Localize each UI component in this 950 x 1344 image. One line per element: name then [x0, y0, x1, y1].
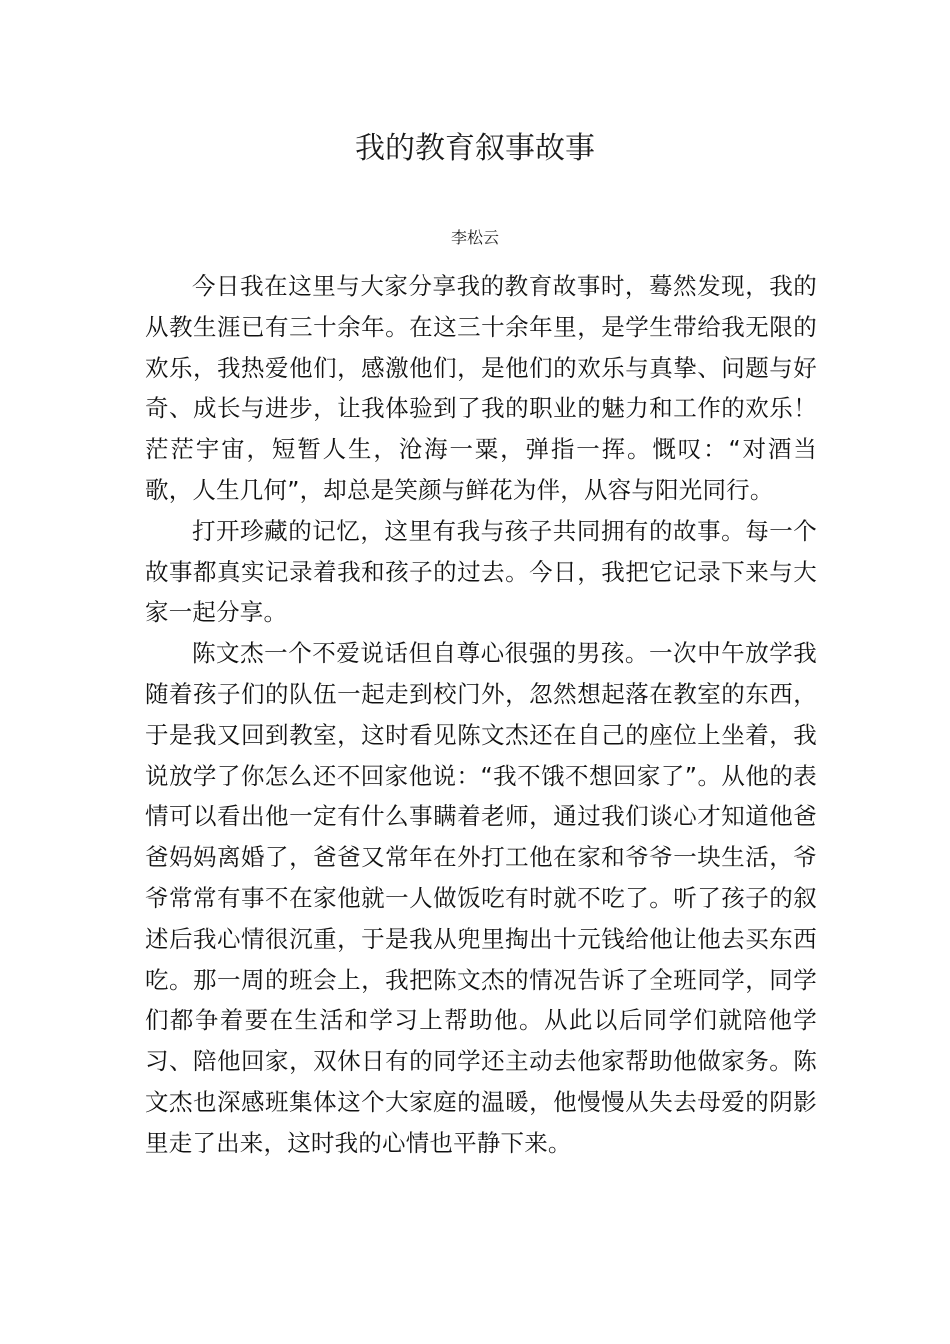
document-body	[145, 266, 817, 1164]
document-title: 我的教育叙事故事	[355, 131, 595, 166]
document-author: 李松云	[450, 228, 499, 247]
body-paragraph: 打开珍藏的记忆，这里有我与孩子共同拥有的故事。每一个故事都真实记录着我和孩子的过去。今日，我把它记录下来与大家一起分享。	[145, 516, 817, 627]
body-paragraph: 今日我在这里与大家分享我的教育故事时，蓦然发现，我的从教生涯已有三十余年。在这三十余年里，是学生带给我无限的欢乐，我热爱他们，感激他们，是他们的欢乐与真挚、问题与好奇、成长与进步，让我体验到了我的职业的魅力和工作的欢乐！茫茫宇宙，短暂人生，沧海一粟，弹指一挥。慨叹：“对酒当歌，人生几何”，却总是笑颜与鲜花为伴，从容与阳光同行。	[145, 272, 817, 504]
body-paragraph: 陈文杰一个不爱说话但自尊心很强的男孩。一次中午放学我随着孩子们的队伍一起走到校门外，忽然想起落在教室的东西，于是我又回到教室，这时看见陈文杰还在自己的座位上坐着，我说放学了你怎么还不回家他说：“我不饿不想回家了”。从他的表情可以看出他一定有什么事瞒着老师，通过我们谈心才知道他爸爸妈妈离婚了，爸爸又常年在外打工他在家和爷爷一块生活，爷爷常常有事不在家他就一人做饭吃有时就不吃了。听了孩子的叙述后我心情很沉重，于是我从兜里掏出十元钱给他让他去买东西吃。那一周的班会上，我把陈文杰的情况告诉了全班同学，同学们都争着要在生活和学习上帮助他。从此以后同学们就陪他学习、陪他回家，双休日有的同学还主动去他家帮助他做家务。陈文杰也深感班集体这个大家庭的温暖，他慢慢从失去母爱的阴影里走了出来，这时我的心情也平静下来。	[145, 639, 817, 1157]
